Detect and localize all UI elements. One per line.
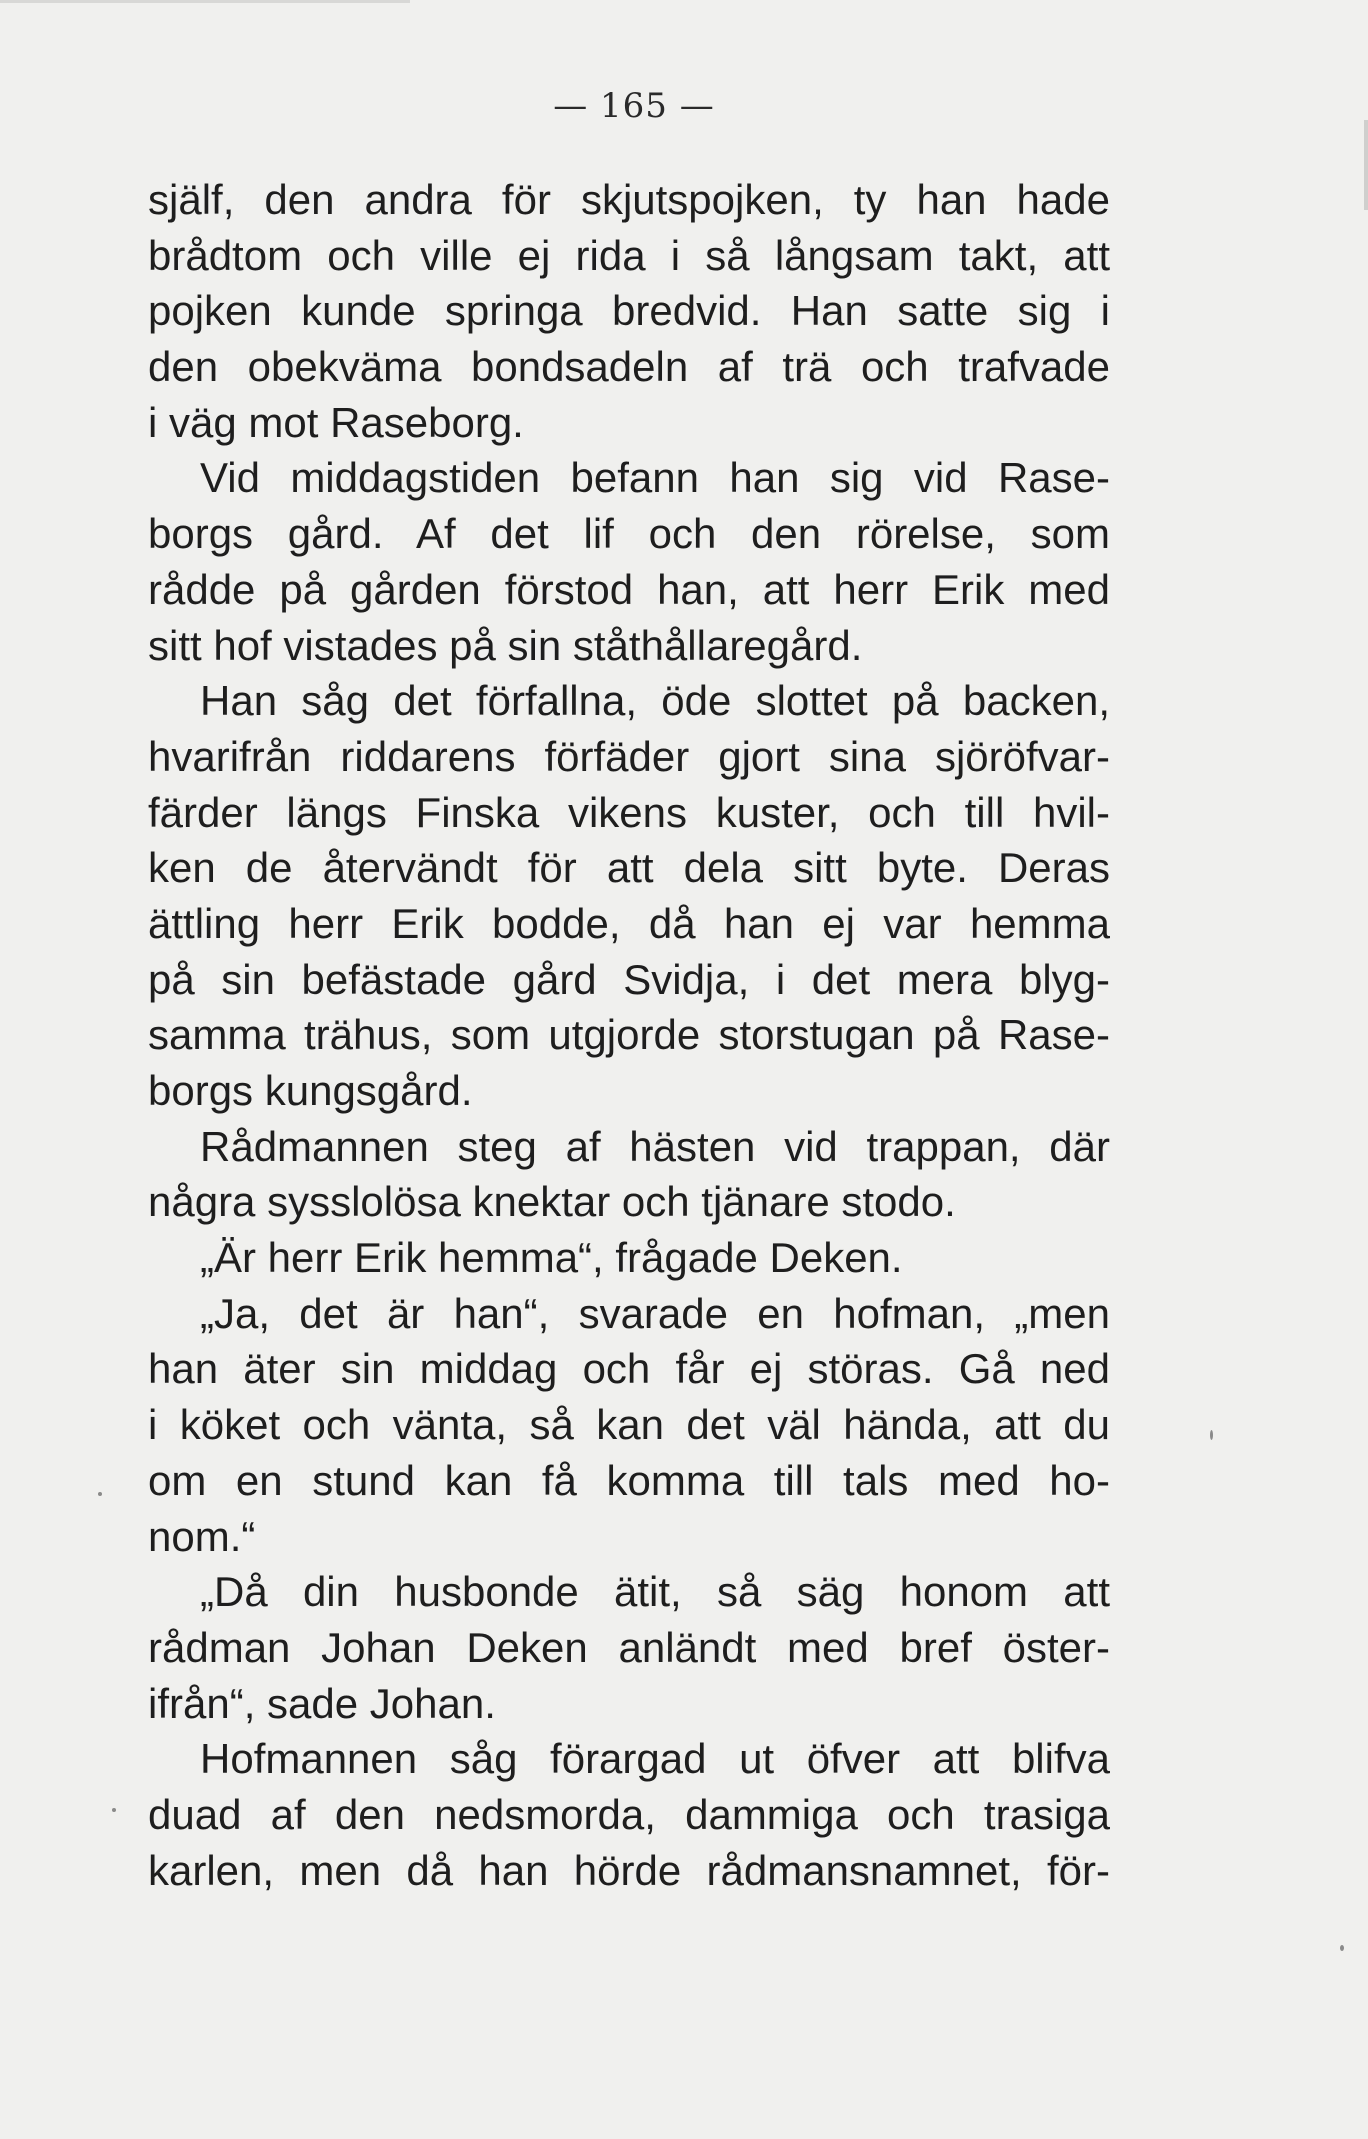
paper-speck — [98, 1492, 102, 1496]
text-line: Vid middagstiden befann han sig vid Rase- — [200, 454, 1110, 502]
scan-edge-right — [1364, 120, 1368, 210]
page-number: — 165 — — [553, 86, 715, 126]
text-line: „Då din husbonde ätit, så säg honom att — [200, 1568, 1110, 1616]
body-text — [148, 172, 1110, 1898]
text-line: på sin befästade gård Svidja, i det mera blyg- — [148, 955, 1110, 1003]
paper-speck — [112, 1808, 116, 1812]
paper-speck — [1210, 1430, 1213, 1440]
text-line: han äter sin middag och får ej störas. Gå ned — [148, 1345, 1110, 1393]
text-line: borgs gård. Af det lif och den rörelse, som — [148, 510, 1110, 558]
text-line: Hofmannen såg förargad ut öfver att blifva — [200, 1735, 1110, 1783]
scan-edge-top — [0, 0, 410, 3]
text-line: hvarifrån riddarens förfäder gjort sina sjöröfvar- — [148, 732, 1110, 780]
text-line: den obekväma bondsadeln af trä och trafvade — [148, 343, 1110, 391]
text-line: rådman Johan Deken anländt med bref öster- — [148, 1623, 1110, 1671]
text-line: karlen, men då han hörde rådmansnamnet, för- — [148, 1846, 1110, 1894]
text-line: själf, den andra för skjutspojken, ty han hade — [148, 176, 1110, 223]
paper-speck — [1340, 1945, 1344, 1951]
text-line: borgs kungsgård. — [148, 1067, 473, 1114]
text-line: „Ja, det är han“, svarade en hofman, „men — [200, 1289, 1110, 1337]
text-line: „Är herr Erik hemma“, frågade Deken. — [200, 1234, 903, 1282]
text-line: färder längs Finska vikens kuster, och till hvil- — [148, 788, 1110, 836]
text-line: i väg mot Raseborg. — [148, 398, 524, 446]
text-line: duad af den nedsmorda, dammiga och trasiga — [148, 1790, 1110, 1838]
text-line: samma trähus, som utgjorde storstugan på Rase- — [148, 1011, 1110, 1059]
text-line: sitt hof vistades på sin ståthållaregård. — [148, 621, 863, 669]
text-line: Han såg det förfallna, öde slottet på backen, — [200, 677, 1110, 725]
text-line: ken de återvändt för att dela sitt byte. Deras — [148, 844, 1110, 892]
text-line: i köket och vänta, så kan det väl hända, att du — [148, 1401, 1110, 1449]
text-line: rådde på gården förstod han, att herr Erik med — [148, 565, 1110, 613]
text-line: nom.“ — [148, 1512, 256, 1560]
text-line: om en stund kan få komma till tals med ho- — [148, 1456, 1110, 1504]
text-line: brådtom och ville ej rida i så långsam takt, att — [148, 231, 1110, 279]
text-line: ättling herr Erik bodde, då han ej var hemma — [148, 899, 1110, 947]
text-line: pojken kunde springa bredvid. Han satte sig i — [148, 287, 1110, 335]
text-line: några sysslolösa knektar och tjänare stodo. — [148, 1178, 956, 1226]
text-line: ifrån“, sade Johan. — [148, 1679, 496, 1727]
text-line: Rådmannen steg af hästen vid trappan, där — [200, 1122, 1110, 1170]
